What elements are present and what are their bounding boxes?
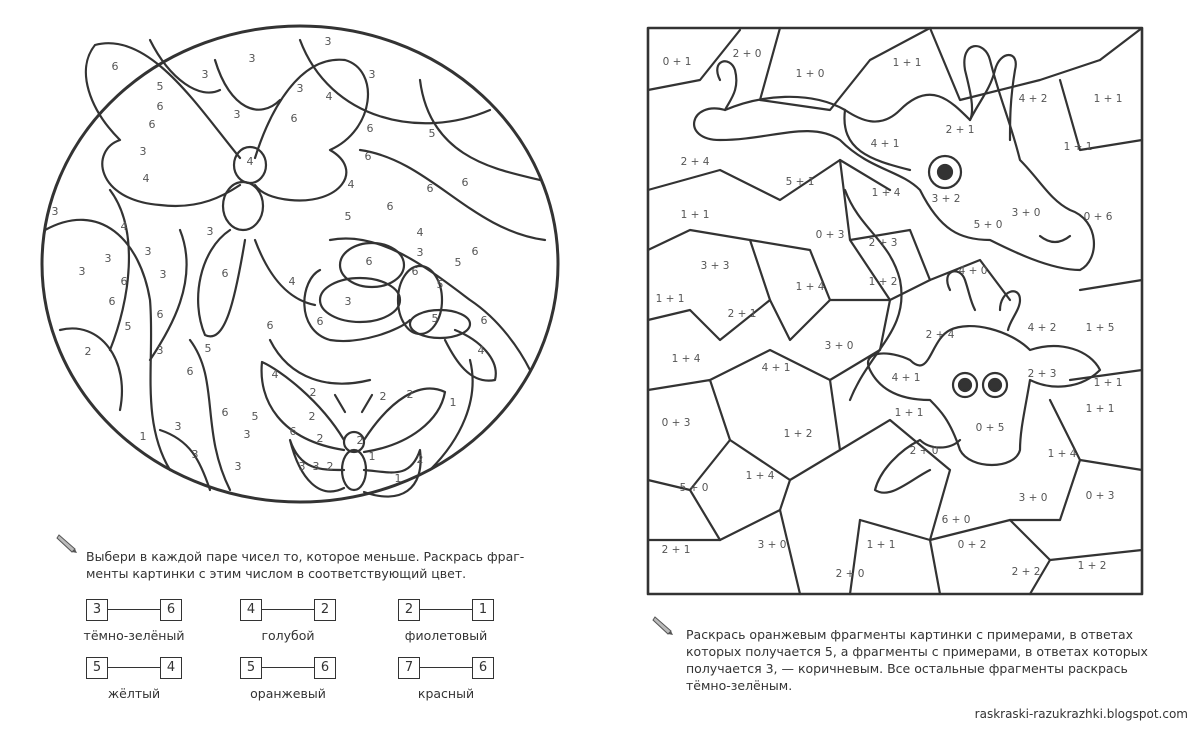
pair-dark-green [83, 599, 185, 645]
giraffe-example-label: 0 + 5 [975, 422, 1005, 434]
giraffe-example-label: 4 + 1 [761, 362, 791, 374]
butterfly-number-label: 5 [156, 80, 164, 93]
giraffe-example-label: 1 + 4 [1047, 448, 1077, 460]
giraffe-example-label: 1 + 1 [892, 57, 922, 69]
pair-number-b: 6 [472, 657, 494, 679]
butterfly-picture [0, 0, 600, 520]
giraffe-example-label: 2 + 3 [1027, 368, 1057, 380]
butterfly-number-label: 6 [156, 308, 164, 321]
butterfly-number-label: 3 [201, 68, 209, 81]
butterfly-number-label: 6 [289, 425, 297, 438]
giraffe-picture [630, 0, 1160, 600]
butterfly-number-label: 4 [416, 226, 424, 239]
butterfly-number-label: 5 [344, 210, 352, 223]
butterfly-number-label: 3 [174, 420, 182, 433]
giraffe-example-label: 1 + 1 [1093, 377, 1123, 389]
pair-yellow [86, 657, 182, 703]
butterfly-number-label: 4 [142, 172, 150, 185]
butterfly-number-label: 6 [471, 245, 479, 258]
giraffe-example-label: 2 + 1 [727, 308, 757, 320]
giraffe-example-label: 5 + 0 [973, 219, 1003, 231]
giraffe-example-label: 1 + 4 [871, 187, 901, 199]
butterfly-number-labels [52, 35, 488, 485]
butterfly-number-label: 3 [248, 52, 256, 65]
pair-connector [108, 667, 160, 668]
butterfly-number-label: 6 [365, 255, 373, 268]
giraffe-example-label: 5 + 0 [679, 482, 709, 494]
butterfly-number-label: 6 [120, 275, 128, 288]
pair-number-b: 6 [314, 657, 336, 679]
pair-color-name: оранжевый [250, 686, 326, 701]
pair-color-name: фиолетовый [404, 628, 488, 643]
pencil-icon [652, 614, 674, 636]
giraffe-example-label: 3 + 0 [757, 539, 787, 551]
giraffe-example-label: 2 + 3 [868, 237, 898, 249]
left-instruction-line1: Выбери в каждой паре чисел то, которое меньше. Раскрась фраг- [86, 549, 525, 564]
butterfly-number-label: 5 [436, 278, 444, 291]
butterfly-number-label: 4 [325, 90, 333, 103]
butterfly-number-label: 6 [156, 100, 164, 113]
butterfly-number-label: 3 [156, 344, 164, 357]
pair-orange [240, 657, 336, 703]
pair-connector [420, 667, 472, 668]
giraffe-example-label: 0 + 2 [957, 539, 987, 551]
pair-color-name: жёлтый [107, 686, 161, 701]
butterfly-number-label: 2 [309, 386, 317, 399]
giraffe-example-label: 2 + 0 [732, 48, 762, 60]
butterfly-number-label: 2 [356, 434, 364, 447]
butterfly-number-label: 3 [298, 460, 306, 473]
giraffe-example-label: 4 + 1 [891, 372, 921, 384]
butterfly-number-label: 3 [191, 448, 199, 461]
giraffe-example-label: 0 + 1 [662, 56, 692, 68]
butterfly-number-label: 4 [246, 155, 254, 168]
giraffe-example-label: 3 + 0 [1011, 207, 1041, 219]
butterfly-number-label: 6 [316, 315, 324, 328]
giraffe-example-labels [656, 48, 1123, 580]
butterfly-number-label: 3 [206, 225, 214, 238]
butterfly-number-label: 6 [186, 365, 194, 378]
giraffe-example-label: 4 + 2 [1018, 93, 1048, 105]
giraffe-example-label: 1 + 5 [1085, 322, 1115, 334]
butterfly-number-label: 1 [394, 472, 402, 485]
butterfly-number-label: 6 [221, 267, 229, 280]
butterfly-number-label: 4 [347, 178, 355, 191]
pair-light-blue [240, 599, 336, 645]
butterfly-number-label: 4 [288, 275, 296, 288]
giraffe-example-label: 3 + 2 [931, 193, 961, 205]
butterfly-number-label: 3 [233, 108, 241, 121]
giraffe-example-label: 1 + 1 [866, 539, 896, 551]
butterfly-number-label: 1 [139, 430, 147, 443]
giraffe-example-label: 2 + 1 [945, 124, 975, 136]
right-instruction [686, 626, 1176, 694]
giraffe-example-label: 2 + 0 [835, 568, 865, 580]
butterfly-number-label: 3 [159, 268, 167, 281]
pair-number-b: 6 [160, 599, 182, 621]
butterfly-number-label: 5 [204, 342, 212, 355]
giraffe-example-label: 6 + 0 [941, 514, 971, 526]
giraffe-example-label: 3 + 3 [700, 260, 730, 272]
giraffe-example-label: 2 + 4 [680, 156, 710, 168]
giraffe-example-label: 1 + 1 [1063, 141, 1093, 153]
giraffe-example-label: 0 + 3 [661, 417, 691, 429]
pair-number-a: 7 [398, 657, 420, 679]
butterfly-number-label: 3 [296, 82, 304, 95]
right-instruction-line2: которых получается 5, а фрагменты с примерами, в ответах которых [686, 644, 1148, 659]
butterfly-number-label: 3 [312, 460, 320, 473]
butterfly-number-label: 1 [368, 450, 376, 463]
butterfly-number-label: 5 [431, 312, 439, 325]
right-instruction-line3: получается 3, — коричневым. Все остальные фрагменты раскрась [686, 661, 1128, 676]
giraffe-example-label: 1 + 1 [1085, 403, 1115, 415]
pencil-icon [56, 532, 78, 554]
butterfly-number-label: 2 [416, 453, 424, 466]
butterfly-number-label: 3 [368, 68, 376, 81]
butterfly-number-label: 2 [84, 345, 92, 358]
butterfly-number-label: 5 [454, 256, 462, 269]
pair-red [398, 657, 494, 703]
butterfly-number-label: 6 [111, 60, 119, 73]
giraffe-example-label: 1 + 4 [671, 353, 701, 365]
pair-connector [420, 609, 472, 610]
giraffe-example-label: 3 + 0 [1018, 492, 1048, 504]
butterfly-number-label: 2 [308, 410, 316, 423]
pair-number-b: 2 [314, 599, 336, 621]
butterfly-number-label: 6 [411, 265, 419, 278]
pair-number-b: 1 [472, 599, 494, 621]
pair-violet [398, 599, 494, 645]
giraffe-example-label: 1 + 2 [1077, 560, 1107, 572]
pair-color-name: красный [417, 686, 475, 701]
giraffe-example-label: 2 + 0 [909, 445, 939, 457]
pair-number-a: 2 [398, 599, 420, 621]
giraffe-example-label: 4 + 2 [1027, 322, 1057, 334]
butterfly-number-label: 6 [480, 314, 488, 327]
butterfly-number-label: 6 [108, 295, 116, 308]
butterfly-number-label: 3 [51, 205, 59, 218]
pair-number-a: 3 [86, 599, 108, 621]
right-instruction-line4: тёмно-зелёным. [686, 678, 793, 693]
butterfly-number-label: 6 [221, 406, 229, 419]
pair-connector [262, 667, 314, 668]
giraffe-example-label: 1 + 2 [868, 276, 898, 288]
giraffe-example-label: 5 + 1 [785, 176, 815, 188]
giraffe-example-label: 0 + 3 [815, 229, 845, 241]
giraffe-example-label: 0 + 3 [1085, 490, 1115, 502]
site-credit: raskraski-razukrazhki.blogspot.com [974, 707, 1188, 721]
pair-number-a: 4 [240, 599, 262, 621]
butterfly-number-label: 5 [428, 127, 436, 140]
butterfly-number-label: 3 [234, 460, 242, 473]
giraffe-example-label: 2 + 2 [1011, 566, 1041, 578]
pair-color-name: тёмно-зелёный [83, 628, 185, 643]
giraffe-example-label: 1 + 1 [680, 209, 710, 221]
pair-color-name: голубой [261, 628, 315, 643]
giraffe-example-label: 1 + 1 [655, 293, 685, 305]
giraffe-example-label: 1 + 1 [1093, 93, 1123, 105]
giraffe-example-label: 1 + 4 [745, 470, 775, 482]
giraffe-example-label: 3 + 0 [824, 340, 854, 352]
butterfly-number-label: 6 [364, 150, 372, 163]
giraffe-example-label: 2 + 1 [661, 544, 691, 556]
butterfly-number-label: 6 [426, 182, 434, 195]
butterfly-number-label: 4 [477, 344, 485, 357]
giraffe-example-label: 4 + 0 [958, 265, 988, 277]
giraffe-example-label: 0 + 6 [1083, 211, 1113, 223]
left-instruction-line2: менты картинки с этим числом в соответствующий цвет. [86, 566, 467, 581]
butterfly-number-label: 2 [379, 390, 387, 403]
butterfly-number-label: 3 [139, 145, 147, 158]
butterfly-number-label: 3 [416, 246, 424, 259]
giraffe-example-label: 1 + 4 [795, 281, 825, 293]
butterfly-number-label: 3 [104, 252, 112, 265]
butterfly-number-label: 6 [148, 118, 156, 131]
left-instruction [86, 548, 586, 582]
butterfly-number-label: 5 [251, 410, 259, 423]
butterfly-number-label: 6 [461, 176, 469, 189]
giraffe-example-label: 1 + 0 [795, 68, 825, 80]
pair-number-a: 5 [86, 657, 108, 679]
butterfly-number-label: 6 [386, 200, 394, 213]
giraffe-example-label: 2 + 4 [925, 329, 955, 341]
pair-number-b: 4 [160, 657, 182, 679]
butterfly-number-label: 4 [120, 220, 128, 233]
butterfly-number-label: 2 [326, 460, 334, 473]
butterfly-number-label: 3 [78, 265, 86, 278]
butterfly-number-label: 3 [344, 295, 352, 308]
butterfly-number-label: 5 [124, 320, 132, 333]
butterfly-number-label: 4 [271, 368, 279, 381]
butterfly-number-label: 2 [316, 432, 324, 445]
butterfly-number-label: 2 [406, 388, 414, 401]
pair-number-a: 5 [240, 657, 262, 679]
butterfly-number-label: 6 [266, 319, 274, 332]
giraffe-example-label: 1 + 2 [783, 428, 813, 440]
butterfly-number-label: 1 [449, 396, 457, 409]
butterfly-number-label: 3 [243, 428, 251, 441]
butterfly-number-label: 6 [366, 122, 374, 135]
right-instruction-line1: Раскрась оранжевым фрагменты картинки с примерами, в ответах [686, 627, 1134, 642]
pair-connector [262, 609, 314, 610]
butterfly-number-label: 6 [290, 112, 298, 125]
butterfly-number-label: 3 [324, 35, 332, 48]
giraffe-example-label: 1 + 1 [894, 407, 924, 419]
butterfly-number-label: 3 [144, 245, 152, 258]
giraffe-example-label: 4 + 1 [870, 138, 900, 150]
pair-connector [108, 609, 160, 610]
